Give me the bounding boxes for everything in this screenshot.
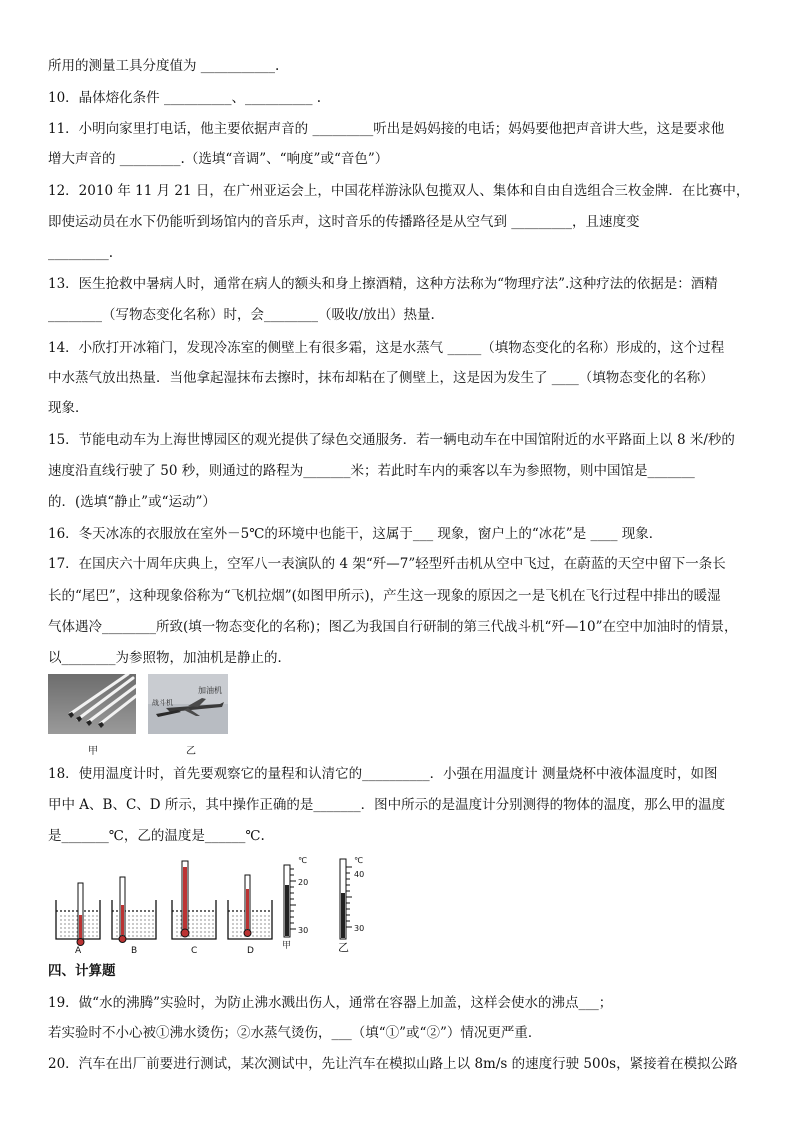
photo-jet-smoke-trails — [48, 674, 136, 734]
thermometer-scale-jia — [282, 856, 308, 951]
label-fighter: 战斗机 — [152, 699, 173, 707]
text-line: 现象． — [48, 400, 89, 416]
thermometer-a — [77, 883, 84, 946]
thermometer-c — [181, 861, 189, 937]
text-line: 即使运动员在水下仍能听到场馆内的音乐声，这时音乐的传播路径是从空气到 _________，且速度变 — [48, 214, 640, 230]
photo-aerial-refueling — [148, 674, 228, 734]
text-line: ________（写物态变化名称）时，会________（吸收/放出）热量. — [48, 307, 435, 323]
text-line: 16．冬天冰冻的衣服放在室外－5℃的环境中也能干，这属于___ 现象，窗户上的“冰花”是 ____ 现象． — [48, 526, 663, 542]
text-line: 18．使用温度计时，首先要观察它的量程和认清它的__________．小强在用温度计 测量烧杯中液体温度时，如图 — [48, 766, 718, 782]
label-d: D — [247, 946, 254, 955]
text-line: 11．小明向家里打电话，他主要依据声音的 _________听出是妈妈接的电话；妈妈要他把声音讲大些，这是要求他 — [48, 121, 725, 137]
text-line: 17．在国庆六十周年庆典上，空军八一表演队的 4 架“歼—7”轻型歼击机从空中飞过，在蔚蓝的天空中留下一条长 — [48, 556, 726, 572]
thermometer-beaker-figure — [48, 855, 378, 955]
thermometer-d — [244, 875, 251, 937]
text-line: 以________为参照物，加油机是静止的． — [48, 650, 291, 666]
yi-tick-40: 40 — [354, 870, 365, 879]
thermometer-b — [119, 877, 126, 943]
text-line: 速度沿直线行驶了 50 秒，则通过的路程为_______米；若此时车内的乘客以车为参照物，则中国馆是_______ — [48, 463, 695, 479]
text-line: 10．晶体熔化条件 __________、__________ . — [48, 90, 322, 106]
jia-tick-20: 20 — [298, 878, 309, 887]
label-b: B — [131, 946, 138, 955]
jia-unit: ℃ — [298, 856, 307, 865]
text-line: _________. — [48, 245, 114, 261]
text-line: 甲中 A、B、C、D 所示，其中操作正确的是_______．图中所示的是温度计分别测得的物体的温度，那么甲的温度 — [48, 797, 726, 813]
text-line: 12．2010 年 11 月 21 日，在广州亚运会上，中国花样游泳队包揽双人、集体和自由自选组合三枚金牌．在比赛中， — [48, 183, 750, 199]
text-line: 长的“尾巴”，这种现象俗称为“飞机拉烟”(如图甲所示)，产生这一现象的原因之一是飞机在飞行过程中排出的暖湿 — [48, 588, 721, 604]
yi-unit: ℃ — [354, 856, 363, 865]
label-c: C — [191, 946, 198, 955]
label-a: A — [75, 946, 82, 955]
text-line: 所用的测量工具分度值为 ___________. — [48, 58, 280, 74]
jia-tick-30: 30 — [298, 926, 309, 935]
text-line: 14．小欣打开冰箱门，发现冷冻室的侧壁上有很多霜，这是水蒸气 _____（填物态变化的名称）形成的，这个过程 — [48, 340, 725, 356]
yi-label: 乙 — [338, 941, 349, 954]
thermometer-scale-yi — [338, 856, 364, 954]
yi-tick-30: 30 — [354, 924, 365, 933]
text-line: 的．(选填“静止”或“运动”） — [48, 494, 216, 510]
photo-caption-jia: 甲 — [88, 746, 98, 757]
label-tanker: 加油机 — [198, 686, 222, 695]
text-line: 13．医生抢救中暑病人时，通常在病人的额头和身上擦酒精，这种方法称为“物理疗法”.这种疗法的依据是：酒精 — [48, 276, 718, 292]
text-line: 增大声音的 _________.（选填“音调”、“响度”或“音色”） — [48, 151, 389, 167]
text-line: 是_______℃，乙的温度是______℃. — [48, 828, 265, 844]
text-line: 20．汽车在出厂前要进行测试，某次测试中，先让汽车在模拟山路上以 8m/s 的速度行驶 500s，紧接着在模拟公路 — [48, 1056, 738, 1072]
text-line: 19．做“水的沸腾”实验时，为防止沸水溅出伤人，通常在容器上加盖，这样会使水的沸点___； — [48, 995, 613, 1011]
jia-label: 甲 — [282, 941, 292, 951]
text-line: 气体遇冷________所致(填一物态变化的名称)；图乙为我国自行研制的第三代战斗机“歼—10”在空中加油时的情景， — [48, 619, 738, 635]
text-line: 若实验时不小心被①沸水烫伤；②水蒸气烫伤，___（填“①”或“②”）情况更严重． — [48, 1025, 542, 1041]
section-title: 四、计算题 — [48, 963, 116, 979]
text-line: 中水蒸气放出热量．当他拿起湿抹布去擦时，抹布却粘在了侧壁上，这是因为发生了 ____（填物态变化的名称） — [48, 370, 714, 386]
photo-caption-yi: 乙 — [186, 746, 196, 757]
text-line: 15．节能电动车为上海世博园区的观光提供了绿色交通服务．若一辆电动车在中国馆附近的水平路面上以 8 米/秒的 — [48, 432, 735, 448]
